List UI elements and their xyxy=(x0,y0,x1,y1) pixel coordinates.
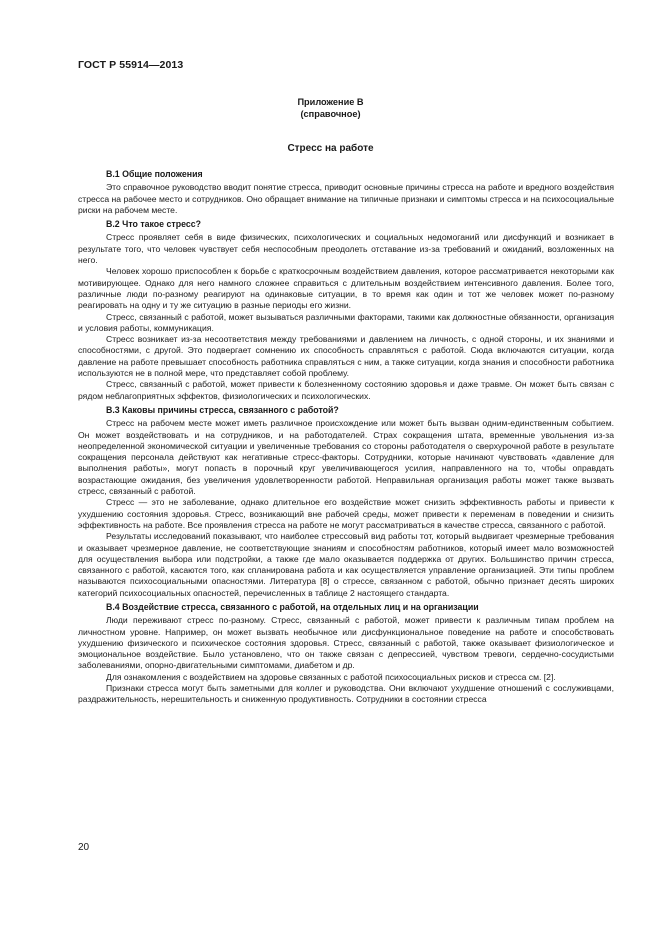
document-title: Стресс на работе xyxy=(287,143,374,154)
appendix-subtitle: (справочное) xyxy=(300,109,361,119)
page-number: 20 xyxy=(78,842,90,853)
paragraph: Люди переживают стресс по-разному. Стресс, связанный с работой, может привести к различным типам проблем на личностном уровне. Например, он может вызвать необычное или дисфункциональное поведение на работе и способствовать ухудшению физического и психическое состояния здоровья. Стресс, связанный с работой, также оказывает физиологическое и эмоциональное воздействие. Было установлено, что он также связан с депрессией, чувством тревоги, сердечно-сосудистыми заболеваниями, опорно-двигательными симптомами, диабетом и др. xyxy=(78,615,614,671)
appendix-title: Приложение В xyxy=(297,97,364,107)
paragraph: Стресс проявляет себя в виде физических, психологических и социальных недомоганий или дисфункций и возникает в результате того, что человек чувствует себя неспособным преодолеть отставание из-за требований и ожиданий, возложенных на него. xyxy=(78,232,614,266)
section-b4 xyxy=(78,602,614,706)
paragraph: Признаки стресса могут быть заметными для коллег и руководства. Они включают ухудшение отношений с сослуживцами, раздражительность, нерешительность и сниженную продуктивность. Сотрудники в состоянии стресса xyxy=(78,683,614,705)
standard-code-header: ГОСТ Р 55914—2013 xyxy=(78,59,184,71)
document-body xyxy=(78,166,614,706)
section-b1 xyxy=(78,169,614,216)
paragraph: Стресс на рабочем месте может иметь различное происхождение или может быть вызван одним-единственным событием. Он может воздействовать и на сотрудников, и на работодателей. Страх сокращения штата, временные увольнения из-за неопределенной экономической ситуации и увеличенные требования со стороны работодателя о сверхурочной работе в результате сокращения персонала действуют как негативные стресс-факторы. Сотрудники, которые начинают чувствовать «давление для выполнения работы», могут попасть в порочный круг увеличивающегося усилия, направленного на то, чтобы оправдать возрастающие ожидания, без увеличения удовлетворенности работой. Неправильная организация работы может также вызвать стресс, связанный с работой. xyxy=(78,418,614,497)
section-heading: В.2 Что такое стресс? xyxy=(106,219,202,230)
paragraph: Для ознакомления с воздействием на здоровье связанных с работой психосоциальных рисков и стресса см. [2]. xyxy=(106,671,556,682)
section-heading: В.1 Общие положения xyxy=(106,169,203,179)
section-heading: В.4 Воздействие стресса, связанного с работой, на отдельных лиц и на организации xyxy=(106,601,479,612)
section-b3 xyxy=(78,405,614,599)
paragraph: Это справочное руководство вводит понятие стресса, приводит основные причины стресса на работе и вредного воздействия стресса на рабочее место и сотрудников. Оно обращает внимание на типичные признаки и симптомы стресса и на психосоциальные риски на рабочем месте. xyxy=(78,182,614,215)
section-b2 xyxy=(78,219,614,402)
paragraph: Стресс возникает из-за несоответствия между требованиями и давлением на личность, с одной стороны, и их знаниями и способностями, с другой. Это подвергает сомнению их способность справляться с работой. Сюда включаются ситуации, когда давление на работе превышает способность работника справляться с ним, а также ситуации, когда знания и способности работника используются не в полной мере, что представляет собой проблему. xyxy=(78,334,614,379)
appendix-heading xyxy=(0,96,661,120)
paragraph: Стресс, связанный с работой, может привести к болезненному состоянию здоровья и даже травме. Он может быть связан с рядом неблагоприятных эффектов, физиологических и психологических. xyxy=(78,379,614,401)
paragraph: Стресс — это не заболевание, однако длительное его воздействие может снизить эффективность работы и привести к ухудшению состояния здоровья. Стресс, возникающий вне рабочей среды, может привести к переменам в поведении и снизить эффективность на работе. Все проявления стресса на работе не могут рассматриваться в качестве стресса, связанного с работой. xyxy=(78,497,614,530)
section-heading: В.3 Каковы причины стресса, связанного с работой? xyxy=(106,404,339,415)
paragraph: Человек хорошо приспособлен к борьбе с краткосрочным воздействием давления, которое рассматривается некоторыми как мотивирующее. Однако для него намного сложнее справиться с длительным воздействием интенсивного давления. Более того, различные люди по-разному реагируют на одинаковые ситуации, в то время как один и тот же человек может по-разному реагировать на одну и ту же ситуацию в разные периоды его жизни. xyxy=(78,266,614,311)
paragraph: Стресс, связанный с работой, может вызываться различными факторами, такими как должностные обязанности, организация и условия работы, коммуникация. xyxy=(78,311,614,333)
paragraph: Результаты исследований показывают, что наиболее стрессовый вид работы тот, который выдвигает чрезмерные требования и оказывает чрезмерное давление, не соответствующие знаниям и способностям работников, который имеет мало возможностей для осуществления выбора или подстройки, а также где мало оказывается поддержка от других. Большинство причин стресса, связанного с работой, касаются того, как спланирована работа и как осуществляется управление организацией. Эти типы проблем называются психосоциальными опасностями. Литература [8] о стрессе, связанном с работой, обычно признает десять широких категорий психосоциальных опасностей, перечисленных в таблице 2 настоящего стандарта. xyxy=(78,531,614,598)
